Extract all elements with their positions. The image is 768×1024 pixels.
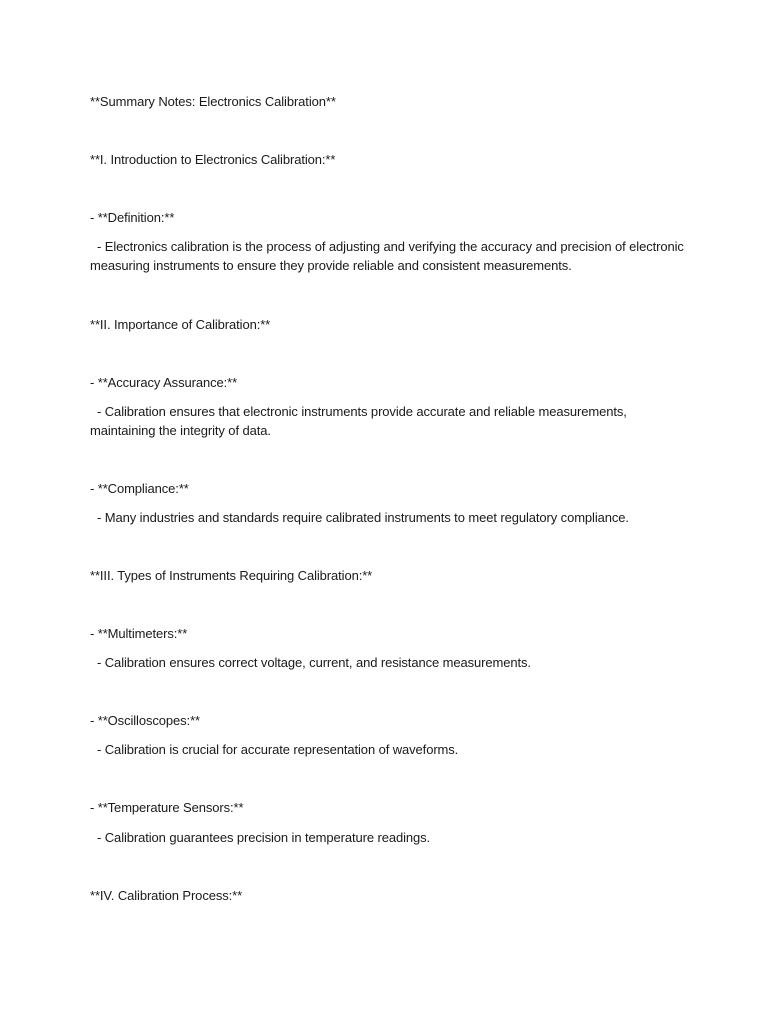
- item-label-multimeters: - **Multimeters:**: [90, 626, 188, 641]
- item-text-oscilloscopes: - Calibration is crucial for accurate representation of waveforms.: [90, 742, 459, 757]
- item-text-multimeters: - Calibration ensures correct voltage, current, and resistance measurements.: [90, 655, 531, 670]
- item-label-temperature-sensors: - **Temperature Sensors:**: [90, 800, 244, 815]
- item-label-definition: - **Definition:**: [90, 210, 175, 225]
- section-heading-introduction: **I. Introduction to Electronics Calibration:**: [90, 152, 336, 167]
- item-label-accuracy-assurance: - **Accuracy Assurance:**: [90, 375, 238, 390]
- item-text-temperature-sensors: - Calibration guarantees precision in temperature readings.: [90, 830, 431, 845]
- section-heading-process: **IV. Calibration Process:**: [90, 888, 243, 903]
- item-label-compliance: - **Compliance:**: [90, 481, 189, 496]
- item-text-compliance: - Many industries and standards require calibrated instruments to meet regulatory compliance.: [90, 510, 629, 525]
- item-label-oscilloscopes: - **Oscilloscopes:**: [90, 713, 200, 728]
- document-title: **Summary Notes: Electronics Calibration**: [90, 94, 336, 109]
- item-text-definition: - Electronics calibration is the process of adjusting and verifying the accuracy and precision of electronic measuring instruments to ensure they provide reliable and consistent measurements.: [90, 239, 688, 273]
- section-heading-types: **III. Types of Instruments Requiring Calibration:**: [90, 568, 373, 583]
- item-text-accuracy-assurance: - Calibration ensures that electronic instruments provide accurate and reliable measurements, maintaining the integrity of data.: [90, 404, 631, 438]
- section-heading-importance: **II. Importance of Calibration:**: [90, 317, 271, 332]
